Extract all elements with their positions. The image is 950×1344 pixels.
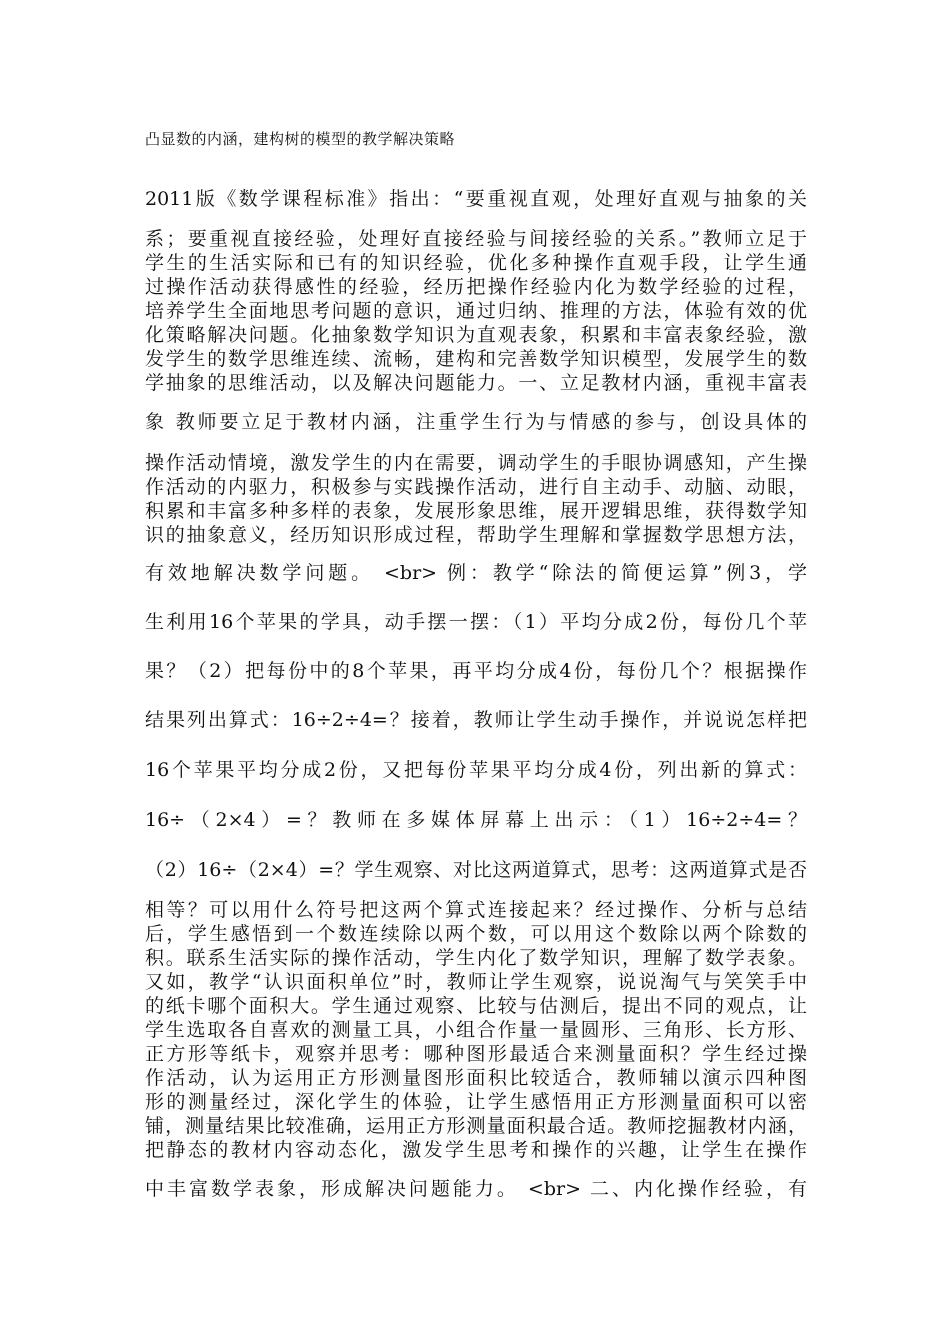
paragraph-line: 有效地解决数学问题。 <br> 例：教学“除法的简便运算”例3，学 <box>145 562 807 584</box>
paragraph-line: 16个苹果平均分成2份，又把每份苹果平均分成4份，列出新的算式： <box>145 759 807 781</box>
paragraph-line: 结果列出算式：16÷2÷4=？接着，教师让学生动手操作，并说说怎样把 <box>145 709 807 731</box>
paragraph-line: 形的测量经过，深化学生的体验，让学生感悟用正方形测量面积可以密 <box>145 1091 807 1113</box>
paragraph-line: 相等？可以用什么符号把这两个算式连接起来？经过操作、分析与总结 <box>145 899 807 921</box>
document-title: 凸显数的内涵，建构树的模型的教学解决策略 <box>145 130 456 148</box>
paragraph-line: 学生选取各自喜欢的测量工具，小组合作量一量圆形、三角形、长方形、 <box>145 1019 807 1041</box>
paragraph-line: 铺，测量结果比较准确，运用正方形测量面积最合适。教师挖掘教材内涵， <box>145 1115 807 1137</box>
paragraph-line: 学生的生活实际和已有的知识经验，优化多种操作直观手段，让学生通 <box>145 252 807 274</box>
paragraph-line: 过操作活动获得感性的经验，经历把操作经验内化为数学经验的过程， <box>145 276 807 298</box>
paragraph-line: 识的抽象意义，经历知识形成过程，帮助学生理解和掌握数学思想方法， <box>145 524 807 546</box>
paragraph-line: 积累和丰富多种多样的表象，发展形象思维，展开逻辑思维，获得数学知 <box>145 500 807 522</box>
paragraph-line: 2011版《数学课程标准》指出：“要重视直观，处理好直观与抽象的关 <box>145 188 807 210</box>
paragraph-line: 又如，教学“认识面积单位”时，教师让学生观察，说说淘气与笑笑手中 <box>145 971 807 993</box>
paragraph-line: 作活动，认为运用正方形测量图形面积比较适合，教师辅以演示四种图 <box>145 1067 807 1089</box>
paragraph-line: 生利用16个苹果的学具，动手摆一摆：（1）平均分成2份，每份几个苹 <box>145 611 807 633</box>
paragraph-line: 16÷（2×4）=？教师在多媒体屏幕上出示：（1）16÷2÷4=？ <box>145 809 807 831</box>
paragraph-line: 果？（2）把每份中的8个苹果，再平均分成4份，每份几个？根据操作 <box>145 660 807 682</box>
paragraph-line: 的纸卡哪个面积大。学生通过观察、比较与估测后，提出不同的观点，让 <box>145 995 807 1017</box>
paragraph-line: 操作活动情境，激发学生的内在需要，调动学生的手眼协调感知，产生操 <box>145 452 807 474</box>
paragraph-line: 培养学生全面地思考问题的意识，通过归纳、推理的方法，体验有效的优 <box>145 300 807 322</box>
paragraph-line: 发学生的数学思维连续、流畅，建构和完善数学知识模型，发展学生的数 <box>145 348 807 370</box>
paragraph-line: （2）16÷（2×4）=？学生观察、对比这两道算式，思考：这两道算式是否 <box>145 859 807 881</box>
paragraph-line: 正方形等纸卡，观察并思考：哪种图形最适合来测量面积？学生经过操 <box>145 1043 807 1065</box>
paragraph-line: 系；要重视直接经验，处理好直接经验与间接经验的关系。”教师立足于 <box>145 228 807 250</box>
paragraph-line: 学抽象的思维活动，以及解决问题能力。一、立足教材内涵，重视丰富表 <box>145 372 807 394</box>
paragraph-line: 化策略解决问题。化抽象数学知识为直观表象，积累和丰富表象经验，激 <box>145 324 807 346</box>
paragraph-line: 把静态的教材内容动态化，激发学生思考和操作的兴趣，让学生在操作 <box>145 1139 807 1161</box>
paragraph-line: 作活动的内驱力，积极参与实践操作活动，进行自主动手、动脑、动眼， <box>145 476 807 498</box>
paragraph-line: 象 教师要立足于教材内涵，注重学生行为与情感的参与，创设具体的 <box>145 411 807 433</box>
paragraph-line: 积。联系生活实际的操作活动，学生内化了数学知识，理解了数学表象。 <box>145 947 807 969</box>
paragraph-line: 后，学生感悟到一个数连续除以两个数，可以用这个数除以两个除数的 <box>145 923 807 945</box>
paragraph-line: 中丰富数学表象，形成解决问题能力。 <br> 二、内化操作经验，有 <box>145 1178 807 1200</box>
